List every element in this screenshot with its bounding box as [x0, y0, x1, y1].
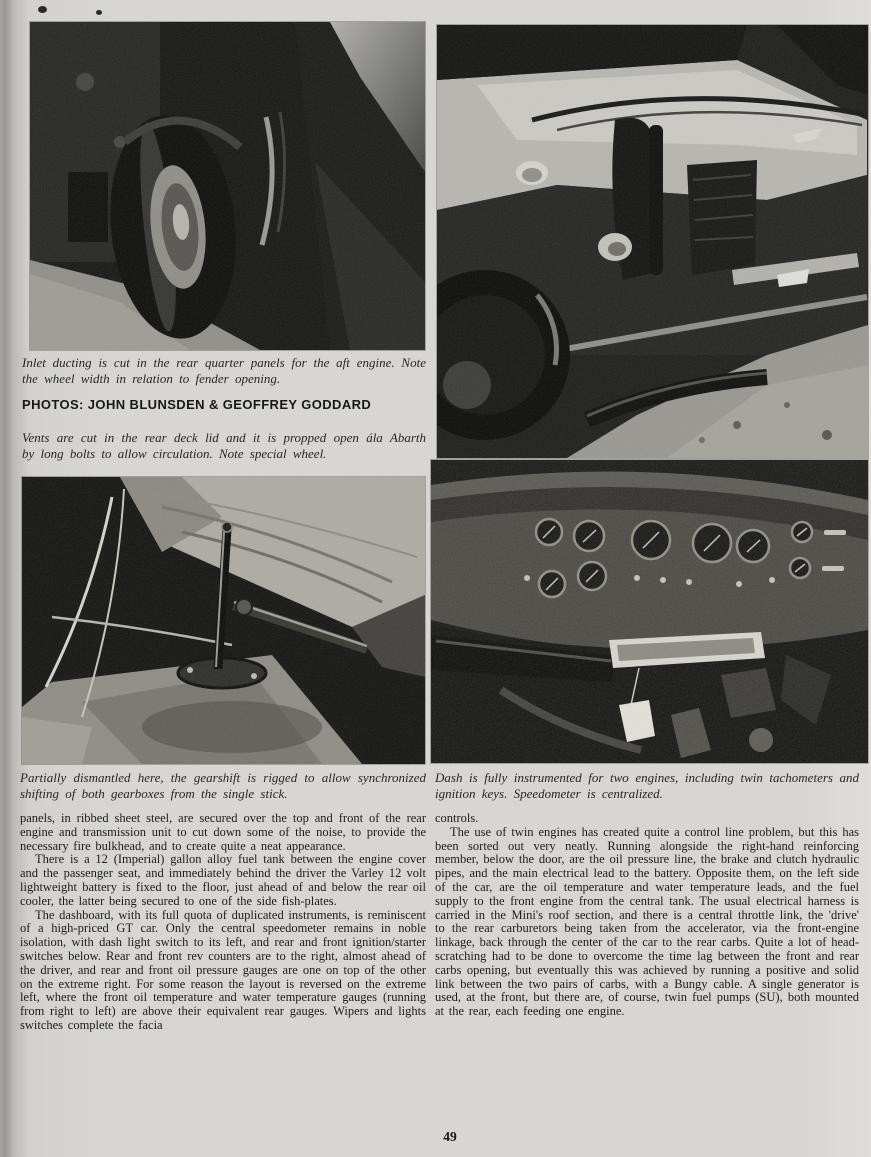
mini-rear-exterior-photo [437, 25, 868, 458]
paragraph: The dashboard, with its full quota of duplicated instruments, is reminiscent of a high-priced GT car. Only the central speedometer remains in noble isolation, with dash light switch to its left, and rear and front ignition/starter switches below. Rear and front rev counters are to the right, almost ahead of the driver, and rear and front oil pressure gauges are one on top of the other on the extreme right. For some reason the layout is reversed on the extreme left, where the front oil temperature and water temperature gauges (running from right to left) are above their equivalent rear gauges. Wipers and lights switches complete the facia [20, 907, 426, 1032]
caption-gearshift: Partially dismantled here, the gearshift is rigged to allow synchronized shifting of both gearboxes from the single stick. [20, 770, 426, 801]
caption-dash: Dash is fully instrumented for two engines, including twin tachometers and ignition keys. Speedometer is centralized. [435, 770, 859, 801]
scan-speck [96, 10, 102, 15]
paragraph: panels, in ribbed sheet steel, are secured over the top and front of the rear engine and transmission unit to cut down some of the noise, to provide the necessary fire bulkhead, and to create quite a neat appearance. [20, 811, 426, 853]
gearshift-interior-photo [22, 477, 425, 764]
twin-engine-dashboard-photo [431, 460, 868, 763]
body-right-column [435, 812, 859, 1112]
body-left-column [20, 812, 426, 1112]
page-number: 49 [443, 1129, 457, 1144]
rear-quarter-inlet-ducting-photo [30, 22, 425, 350]
caption-inlet-ducting: Inlet ducting is cut in the rear quarter panels for the aft engine. Note the wheel width in relation to fender opening. [22, 355, 426, 386]
paragraph: controls. [435, 811, 479, 825]
caption-vents: Vents are cut in the rear deck lid and it is propped open ála Abarth by long bolts to allow circulation. Note special wheel. [22, 430, 426, 461]
scan-speck [38, 6, 47, 13]
paragraph: The use of twin engines has created quite a control line problem, but this has been sorted out very neatly. Running alongside the right-hand reinforcing member, below the door, are the oil pressure line, the brake and clutch hydraulic pipes, and the main electrical lead to the battery. Opposite them, on the left side of the car, are the oil temperature and water temperature leads, and the fuel supply to the front engine from the central tank. The usual electrical harness is carried in the Mini's roof section, and there is a central throttle link, the 'drive' to the rear carburetors being taken from the accelerator, via the front-engine linkage, back through the center of the car to the rear carbs. Quite a lot of head-scratching had to be done to overcome the time lag between the front and rear carbs opening, but eventually this was achieved by running a positive and solid link between the two pairs of carbs, with a Bungy cable. A single generator is used, at the front, but there are, of course, twin fuel pumps (SU), both mounted at the rear, each feeding one engine. [435, 824, 859, 1019]
photo-credit: PHOTOS: JOHN BLUNSDEN & GEOFFREY GODDARD [22, 397, 372, 412]
paragraph: There is a 12 (Imperial) gallon alloy fuel tank between the engine cover and the passenger seat, and immediately behind the driver the Varley 12 volt lightweight battery is fixed to the floor, just ahead of and below the rear oil cooler, the latter being secured to one of the side fish-plates. [20, 852, 426, 908]
